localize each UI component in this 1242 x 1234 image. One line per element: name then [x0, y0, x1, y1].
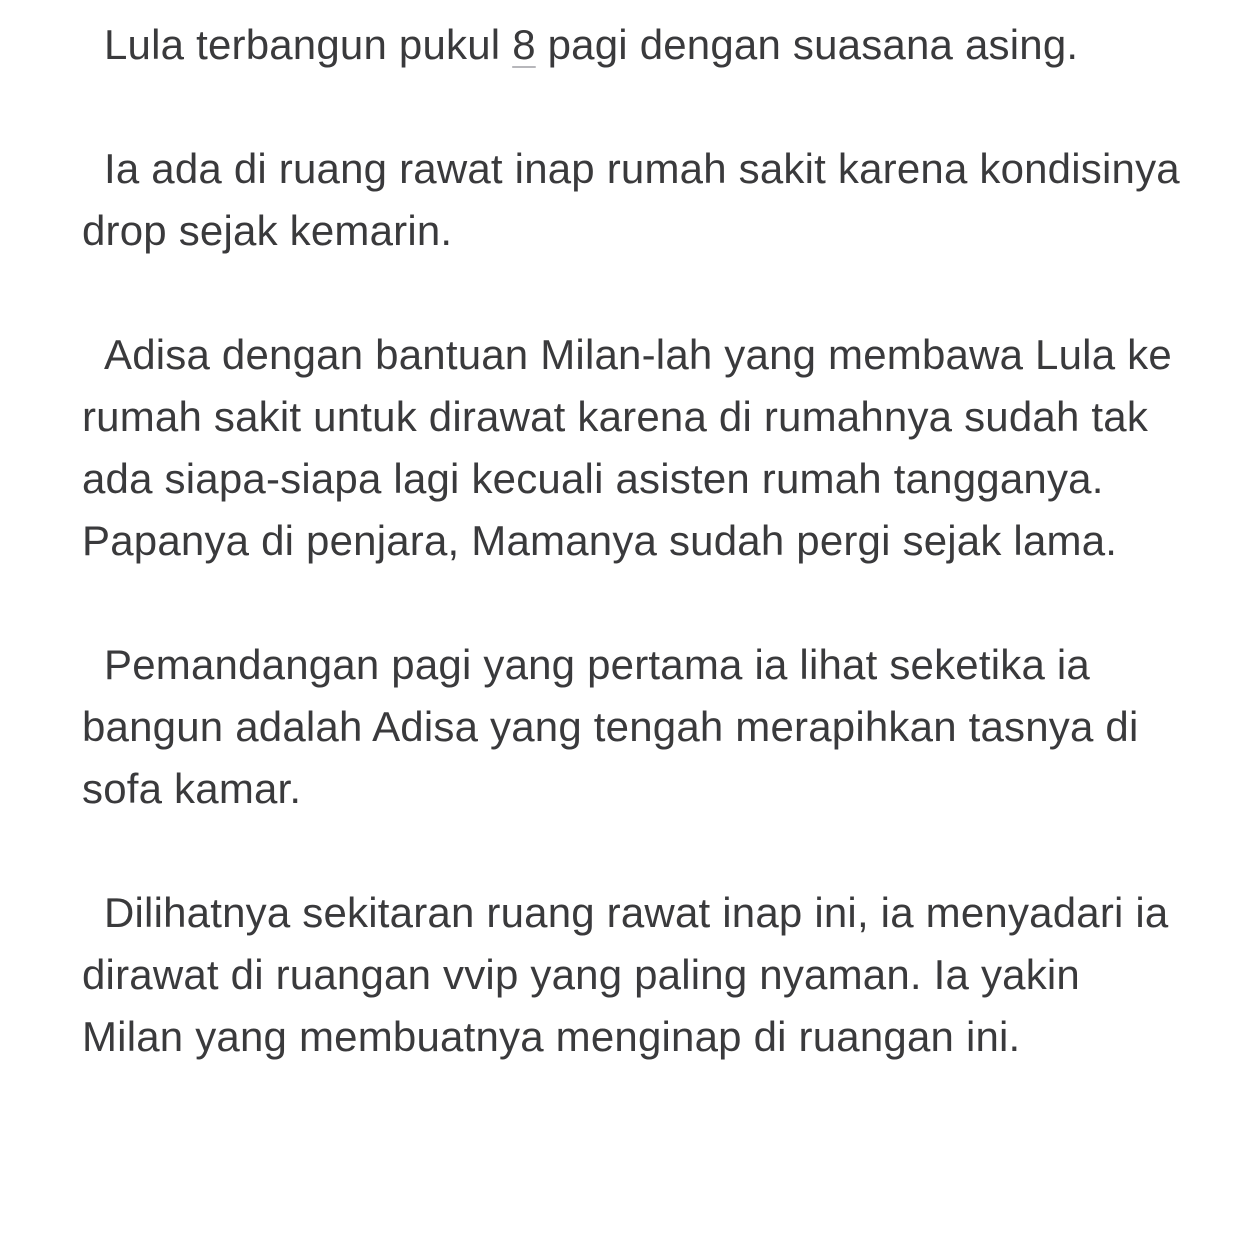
- paragraph-2: Ia ada di ruang rawat inap rumah sakit karena kondisinya drop sejak kemarin.: [82, 145, 1192, 254]
- paragraph-5: Dilihatnya sekitaran ruang rawat inap ini, ia menyadari ia dirawat di ruangan vvip yang paling nyaman. Ia yakin Milan yang membuatnya menginap di ruangan ini.: [82, 889, 1181, 1060]
- time-link[interactable]: 8: [512, 21, 536, 68]
- paragraph-1-text-end: pagi dengan suasana asing.: [535, 21, 1079, 68]
- note-body[interactable]: [82, 14, 1192, 1068]
- paragraph-1-text-start: Lula terbangun pukul: [104, 21, 513, 68]
- paragraph-3: Adisa dengan bantuan Milan-lah yang membawa Lula ke rumah sakit untuk dirawat karena di rumahnya sudah tak ada siapa-siapa lagi kecuali asisten rumah tangganya. Papanya di penjara, Mamanya sudah pergi sejak lama.: [82, 331, 1184, 564]
- paragraph-1: [82, 14, 1182, 76]
- paragraph-4: Pemandangan pagi yang pertama ia lihat seketika ia bangun adalah Adisa yang tengah merapihkan tasnya di sofa kamar.: [82, 641, 1151, 812]
